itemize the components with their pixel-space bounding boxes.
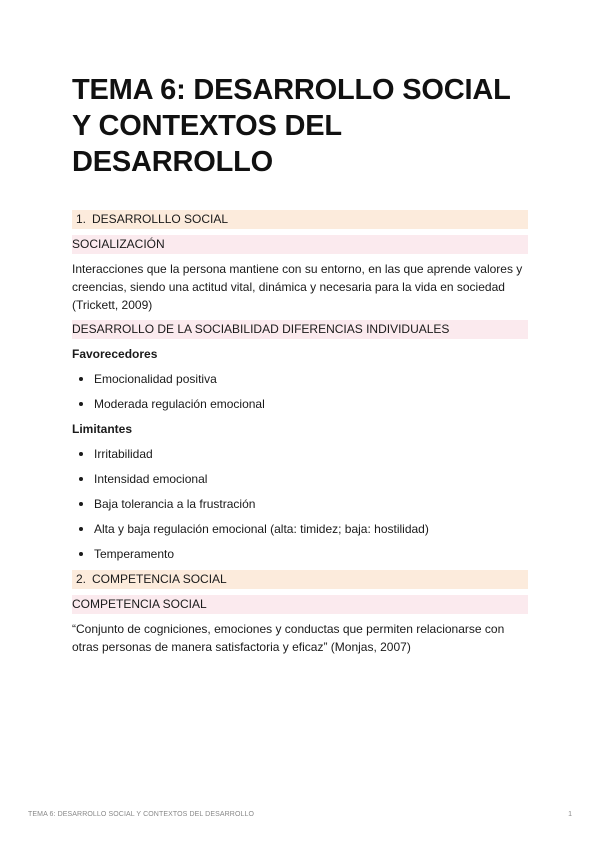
list-item bbox=[72, 545, 528, 563]
page-title: TEMA 6: DESARROLLO SOCIAL Y CONTEXTOS DEL DESARROLLO bbox=[72, 74, 511, 178]
list-item-text: Intensidad emocional bbox=[94, 472, 208, 486]
list-item-text: Temperamento bbox=[94, 547, 175, 561]
favorecedores-label: Favorecedores bbox=[72, 347, 158, 361]
list-item-text: Alta y baja regulación emocional (alta: timidez; baja: hostilidad) bbox=[94, 522, 429, 536]
list-item bbox=[72, 395, 528, 413]
sociabilidad-heading: DESARROLLO DE LA SOCIABILIDAD DIFERENCIAS INDIVIDUALES bbox=[72, 320, 528, 339]
list-item bbox=[72, 470, 528, 488]
favorecedores-list bbox=[72, 370, 528, 413]
footer-title: TEMA 6: DESARROLLO SOCIAL Y CONTEXTOS DEL DESARROLLO bbox=[28, 811, 255, 818]
bullet-icon bbox=[79, 552, 83, 556]
document-page bbox=[72, 72, 528, 662]
list-item-text: Emocionalidad positiva bbox=[94, 372, 217, 386]
bullet-icon bbox=[79, 502, 83, 506]
socializacion-heading: SOCIALIZACIÓN bbox=[72, 235, 528, 254]
list-item-text: Irritabilidad bbox=[94, 447, 153, 461]
page-number: 1 bbox=[568, 811, 572, 818]
competencia-heading: COMPETENCIA SOCIAL bbox=[72, 595, 528, 614]
list-item-text: Moderada regulación emocional bbox=[94, 397, 265, 411]
competencia-text: “Conjunto de cogniciones, emociones y conductas que permiten relacionarse con otras personas de manera satisfactoria y eficaz” (Monjas, 2007) bbox=[72, 622, 505, 654]
list-item bbox=[72, 495, 528, 513]
section-2-heading bbox=[72, 570, 528, 589]
list-item bbox=[72, 520, 528, 538]
bullet-icon bbox=[79, 452, 83, 456]
bullet-icon bbox=[79, 377, 83, 381]
section-1-number: 1. bbox=[76, 212, 87, 226]
section-1-heading bbox=[72, 210, 528, 229]
socializacion-text: Interacciones que la persona mantiene con su entorno, en las que aprende valores y creencias, siendo una actitud vital, dinámica y necesaria para la vida en sociedad (Trickett, 2009) bbox=[72, 262, 523, 312]
section-2-number: 2. bbox=[76, 572, 87, 586]
list-item bbox=[72, 445, 528, 463]
bullet-icon bbox=[79, 402, 83, 406]
limitantes-label: Limitantes bbox=[72, 422, 133, 436]
list-item bbox=[72, 370, 528, 388]
bullet-icon bbox=[79, 477, 83, 481]
list-item-text: Baja tolerancia a la frustración bbox=[94, 497, 256, 511]
section-2-heading-text: COMPETENCIA SOCIAL bbox=[92, 572, 227, 586]
limitantes-list bbox=[72, 445, 528, 563]
section-1-heading-text: DESARROLLLO SOCIAL bbox=[92, 212, 229, 226]
bullet-icon bbox=[79, 527, 83, 531]
